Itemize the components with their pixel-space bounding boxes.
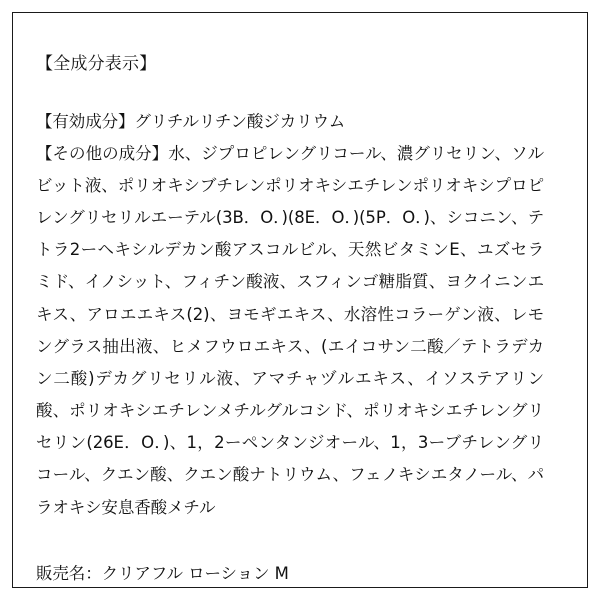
page-title: 【全成分表示】 [36, 54, 157, 74]
ingredients-block [36, 106, 544, 524]
other-ingredients-line: 【その他の成分】水、ジプロピレングリコール、濃グリセリン、ソルビット液、ポリオキシブチレンポリオキシエチレンポリオキシプロピレングリセリルエーテル(3B．O．)(8E．O．)(5P．O．)、シコニン、テトラ2ーヘキシルデカン酸アスコルビル、天然ビタミンE、ユズセラミド、イノシット、フィチン酸液、スフィンゴ糖脂質、ヨクイニンエキス、アロエエキス(2)、ヨモギエキス、水溶性コラーゲン液、レモングラス抽出液、ヒメフウロエキス、(エイコサン二酸／テトラデカン二酸)デカグリセリル液、アマチャヅルエキス、イソステアリン酸、ポリオキシエチレンメチルグルコシド、ポリオキシエチレングリセリン(26E．O．)、1，2ーペンタンジオール、1，3ーブチレングリコール、クエン酸、クエン酸ナトリウム、フェノキシエタノール、パラオキシ安息香酸メチル [36, 143, 544, 517]
document-content [36, 52, 564, 589]
active-ingredients-line: 【有効成分】グリチルリチン酸ジカリウム [36, 111, 346, 131]
product-name-label: 販売名：クリアフル ローション M [36, 563, 289, 583]
